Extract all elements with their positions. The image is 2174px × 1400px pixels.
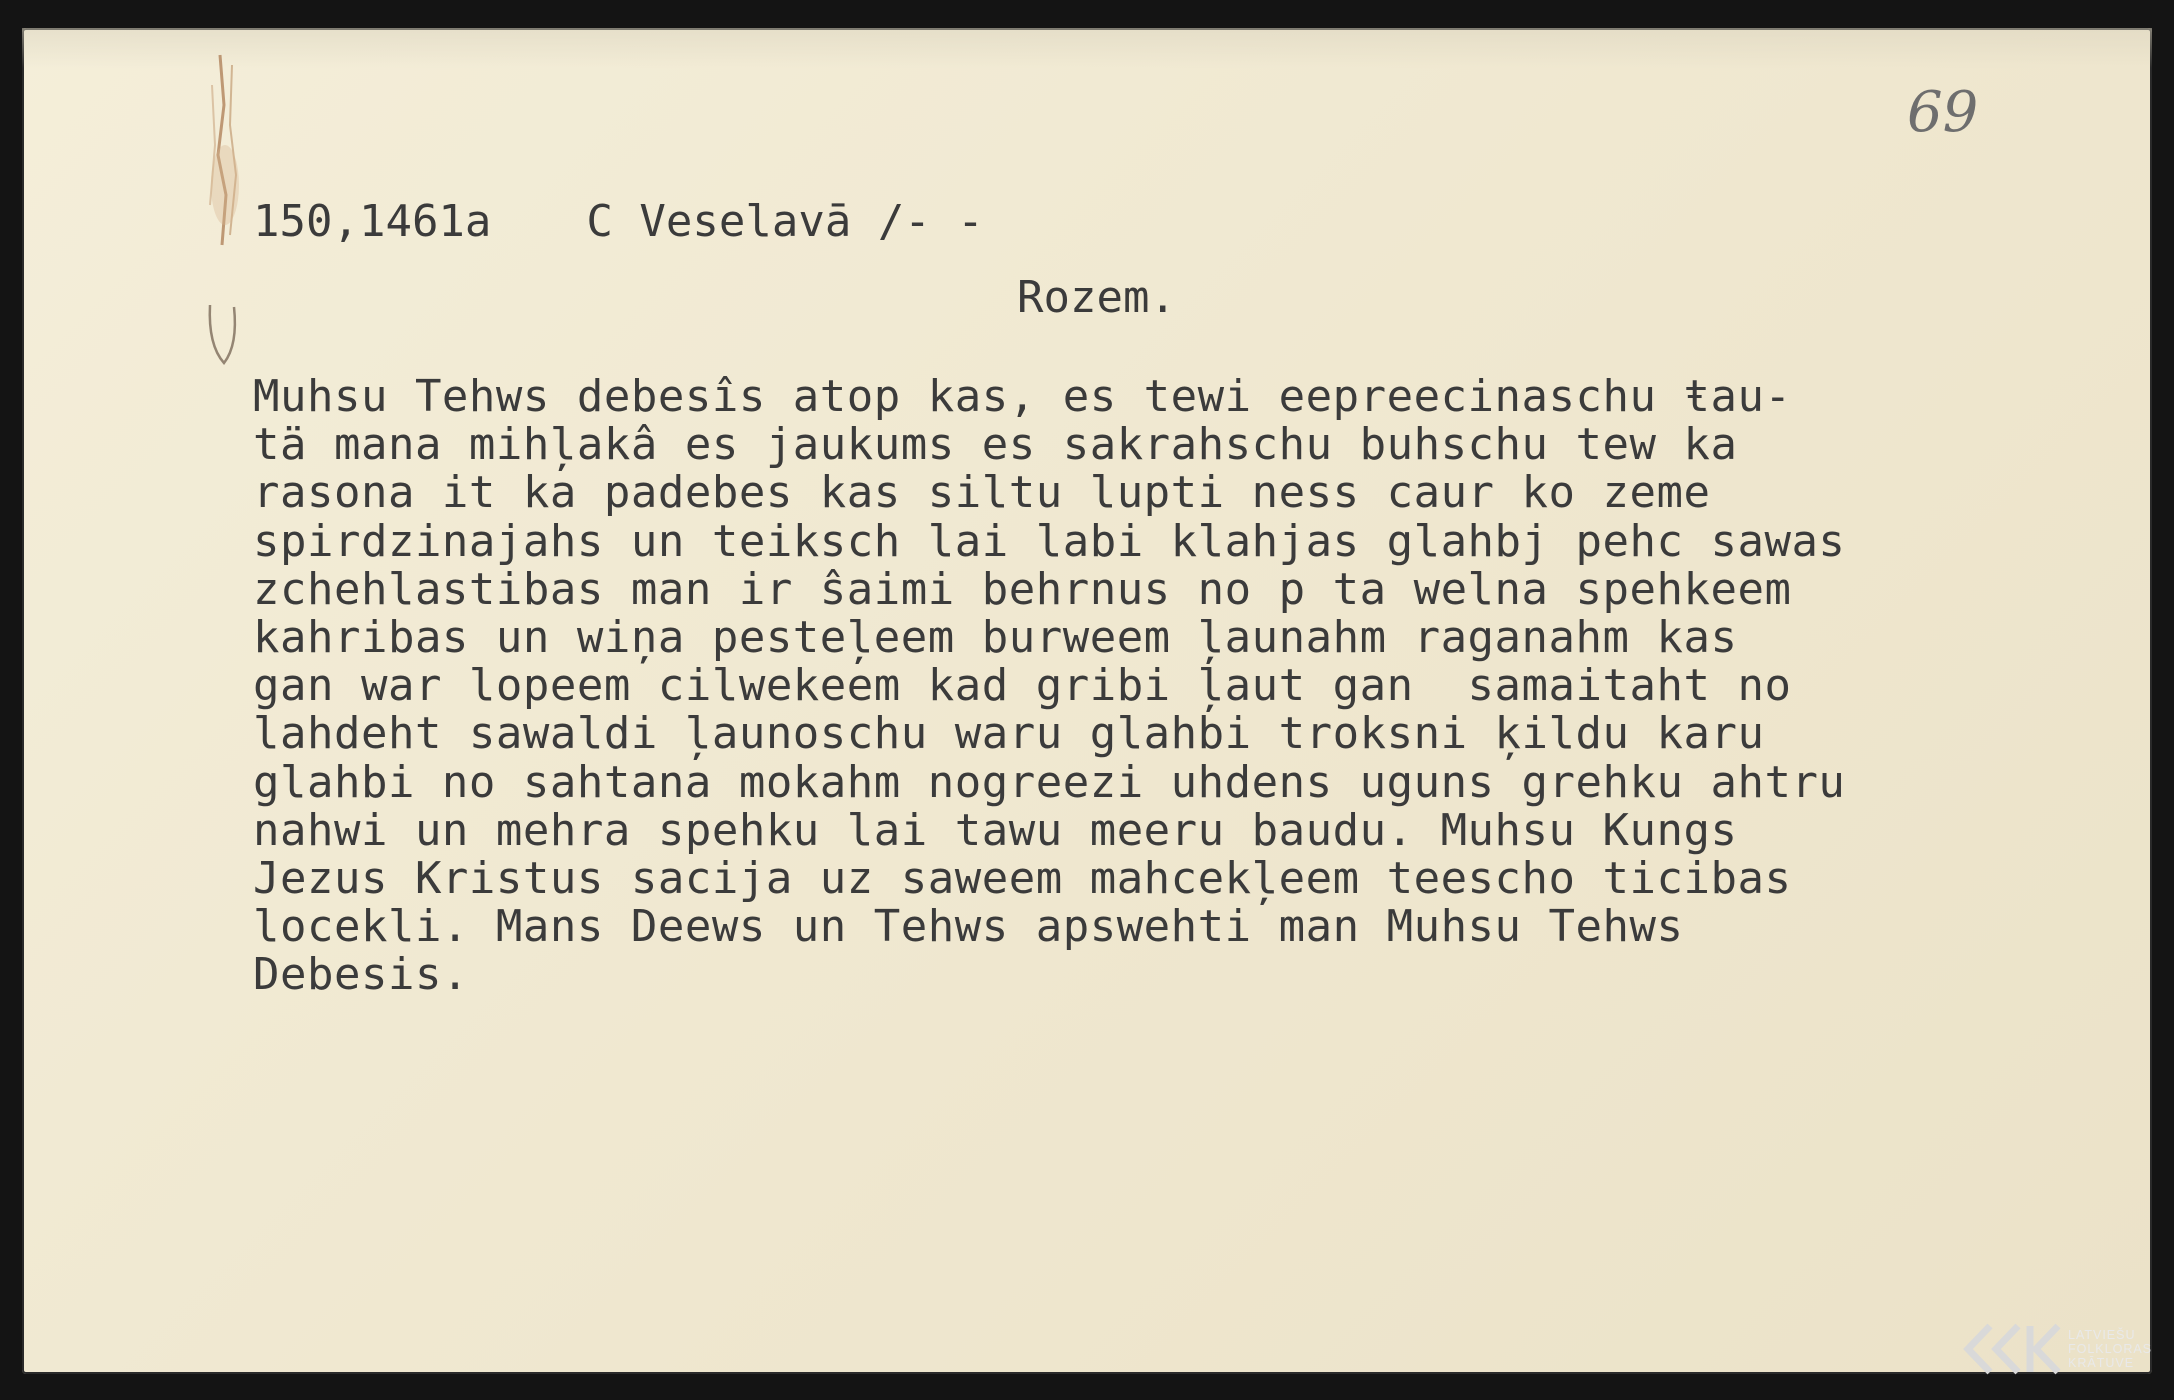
text-line: tä mana mihļakâ es jaukums es sakrahschu buhschu tew ka bbox=[253, 419, 1738, 471]
card-header bbox=[253, 196, 984, 247]
typed-text-body bbox=[253, 373, 1845, 1000]
reference-number: 150,1461a bbox=[253, 196, 492, 247]
subheading: Rozem. bbox=[1017, 272, 1176, 323]
text-line: glahbi no sahtana mokahm nogreezi uhdens uguns grehku ahtru bbox=[253, 756, 1846, 808]
text-line: rasona it ka padebes kas siltu lupti ness caur ko zeme bbox=[253, 467, 1711, 519]
text-line: nahwi un mehra spehku lai tawu meeru baudu. Muhsu Kungs bbox=[253, 804, 1738, 856]
text-line: Jezus Kristus sacija uz saweem mahcekļeem teescho ticibas bbox=[253, 853, 1792, 905]
text-line: Muhsu Tehws debesîs atop kas, es tewi eepreecinaschu ŧau- bbox=[253, 371, 1792, 422]
text-line: Debesis. bbox=[253, 949, 469, 1001]
card-top-shadow bbox=[22, 28, 2152, 68]
archive-logo bbox=[1960, 1316, 2160, 1382]
logo-line-1: LATVIEŠU bbox=[2068, 1328, 2136, 1342]
text-line: gan war lopeem cilwekeem kad gribi ļaut gan samaitaht no bbox=[253, 660, 1792, 712]
rust-stain-mark bbox=[190, 45, 260, 375]
text-line: spirdzinajahs un teiksch lai labi klahjas glahbj pehc sawas bbox=[253, 515, 1846, 567]
text-line: kahribas un wiņa pesteļeem burweem ļaunahm raganahm kas bbox=[253, 612, 1738, 664]
text-line: locekli. Mans Deews un Tehws apswehti man Muhsu Tehws bbox=[253, 901, 1684, 953]
text-line: zchehlastibas man ir ŝaimi behrnus no p ta welna spehkeem bbox=[253, 563, 1792, 615]
logo-line-3: KRĀTUVE bbox=[2068, 1356, 2135, 1370]
text-line: lahdeht sawaldi ļaunoschu waru glahbi troksni ķildu karu bbox=[253, 708, 1765, 760]
place-label: C Veselavā /- - bbox=[586, 196, 984, 247]
page-number: 69 bbox=[1907, 80, 1979, 145]
logo-line-2: FOLKLORAS bbox=[2068, 1342, 2153, 1356]
